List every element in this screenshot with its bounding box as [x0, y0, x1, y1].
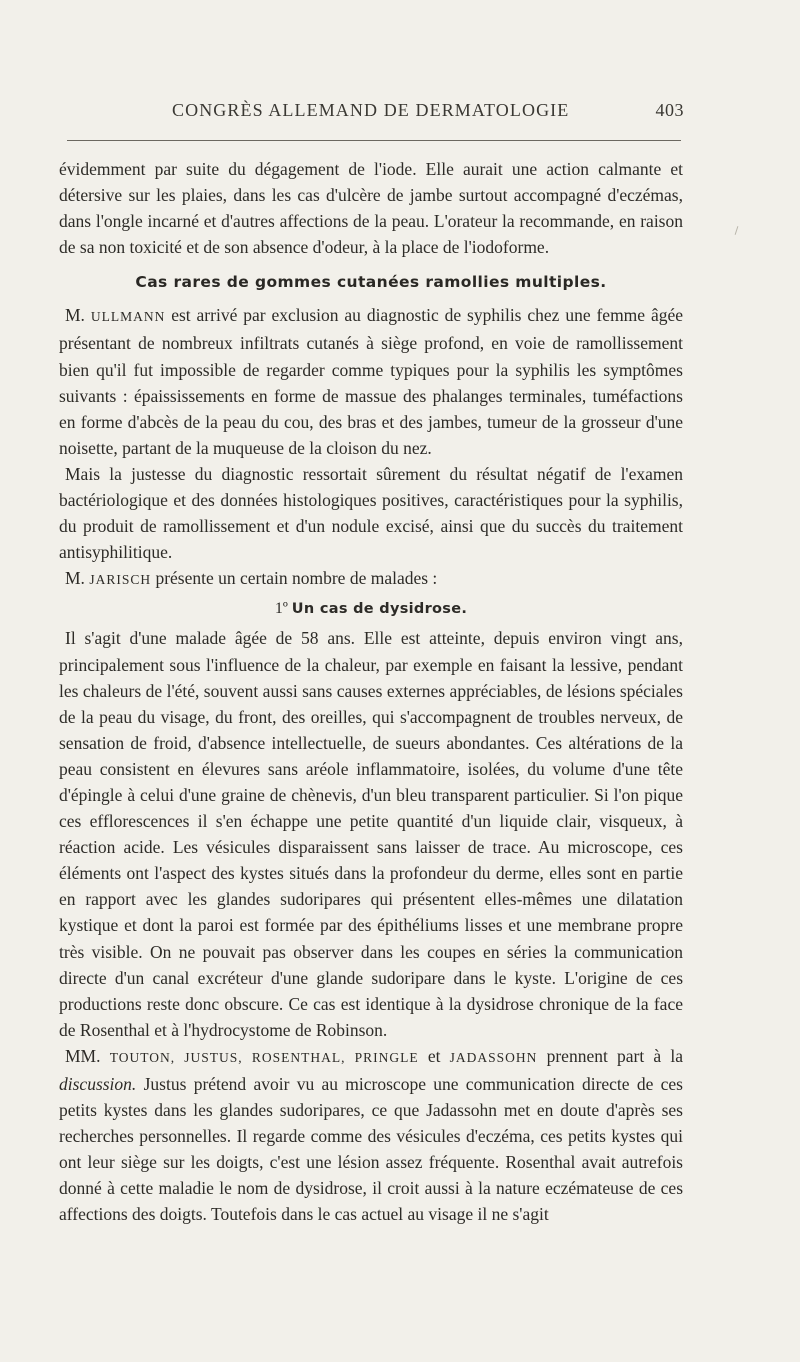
paragraph-case-description: Il s'agit d'une malade âgée de 58 ans. Elle est atteinte, depuis environ vingt ans, principalement sous l'influence de la chaleur, par exemple en faisant la lessive, pendant les chaleurs de l'été, souvent aussi sans causes externes appréciables, de lésions spéciales de la peau du visage, du front, des oreilles, qui s'accompagnent de troubles nerveux, de sensation de froid, d'absence intellectuelle, de sueurs abondantes. Ces altérations de la peau consistent en élevures sans aréole inflammatoire, isolées, du volume d'une tête d'épingle à celui d'une graine de chènevis, d'un bleu transparent particulier. Si l'on pique ces efflorescences il s'en échappe une petite quantité d'un liquide clair, visqueux, à réaction acide. Les vésicules disparaissent sans laisser de trace. Au microscope, ces éléments ont l'aspect des kystes situés dans la profondeur du derme, elles sont en partie en rapport avec les glandes sudoripares qui présentent elles-mêmes une dilatation kystique et dont la paroi est formée par des épithéliums lisses et une membrane propre très visible. On ne pouvait pas observer dans les coupes en séries la communication directe d'un canal excréteur d'une glande sudoripare dans le kyste. L'origine de ces productions reste donc obscure. Ce cas est identique à la dysidrose chronique de la face de Rosenthal et à l'hydrocystome de Robinson.	[59, 628, 683, 1040]
body-text	[59, 156, 683, 1228]
subsection-heading-dysidrose	[59, 597, 683, 621]
title-monsieur: M.	[65, 305, 85, 326]
paragraph-ullmann-text: est arrivé par exclusion au diagnostic de syphilis chez une femme âgée présentant de nombreux infiltrats cutanés à siège profond, en voie de ramollissement bien qu'il fut impossible de regarder comme typiques pour la syphilis les symptômes suivants : épaississements en forme de massue des phalanges terminales, tuméfactions en forme d'abcès de la peau du cou, des bras et des jambes, tumeur de la grosseur d'une noisette, partant de la muqueuse de la cloison du nez.	[59, 305, 683, 458]
author-name-jadassohn: JADASSOHN	[449, 1049, 538, 1065]
paragraph-iodine-conclusion: évidemment par suite du dégagement de l'iode. Elle aurait une action calmante et détersive sur les plaies, dans les cas d'ulcère de jambe surtout accompagné d'eczémas, dans l'ongle incarné et d'autres affections de la peau. L'orateur la recommande, en raison de sa non toxicité et de son absence d'odeur, à la place de l'iodoforme.	[59, 159, 683, 258]
section-heading-gummas: Cas rares de gommes cutanées ramollies multiples.	[135, 273, 607, 292]
subsection-number: 1º	[274, 600, 288, 618]
paragraph-jarisch-text: présente un certain nombre de malades :	[155, 568, 438, 589]
paragraph-jarisch	[59, 565, 683, 593]
author-name-ullmann: ULLMANN	[90, 309, 166, 325]
discussion-verb: prennent part à la	[546, 1045, 683, 1066]
header-rule	[67, 140, 681, 141]
paragraph-diagnosis: Mais la justesse du diagnostic ressortait sûrement du résultat négatif de l'examen bactériologique et des données histologiques positives, caractéristiques pour la syphilis, du produit de ramollissement et d'un nodule excisé, ainsi que du succès du traitement antisyphilitique.	[59, 463, 683, 563]
paragraph-discussion-text: Justus prétend avoir vu au microscope une communication directe de ces petits kystes dans les glandes sudoripares, ce que Jadassohn met en doute d'après ses recherches personnelles. Il regarde comme des vésicules d'eczéma, ces petits kystes qui ont leur siège sur les doigts, c'est une lésion assez fréquente. Rosenthal avait autrefois donné à cette maladie le nom de dysidrose, il croit aussi à la nature eczémateuse de ces affections des doigts. Toutefois dans le cas actuel au visage il ne s'agit	[59, 1074, 683, 1225]
running-title: CONGRÈS ALLEMAND DE DERMATOLOGIE	[172, 100, 570, 120]
page-number: 403	[655, 100, 684, 120]
discussant-names: TOUTON, JUSTUS, ROSENTHAL, PRINGLE	[109, 1049, 419, 1065]
discussion-word: discussion.	[59, 1074, 137, 1094]
paragraph-discussion	[59, 1043, 683, 1228]
subsection-title: Un cas de dysidrose.	[291, 601, 468, 618]
author-name-jarisch: JARISCH	[89, 572, 152, 588]
paper-speck	[735, 226, 739, 235]
title-monsieur: M.	[65, 568, 85, 589]
conjunction: et	[427, 1045, 441, 1066]
paragraph-ullmann	[59, 302, 683, 461]
title-messieurs: MM.	[65, 1045, 101, 1066]
